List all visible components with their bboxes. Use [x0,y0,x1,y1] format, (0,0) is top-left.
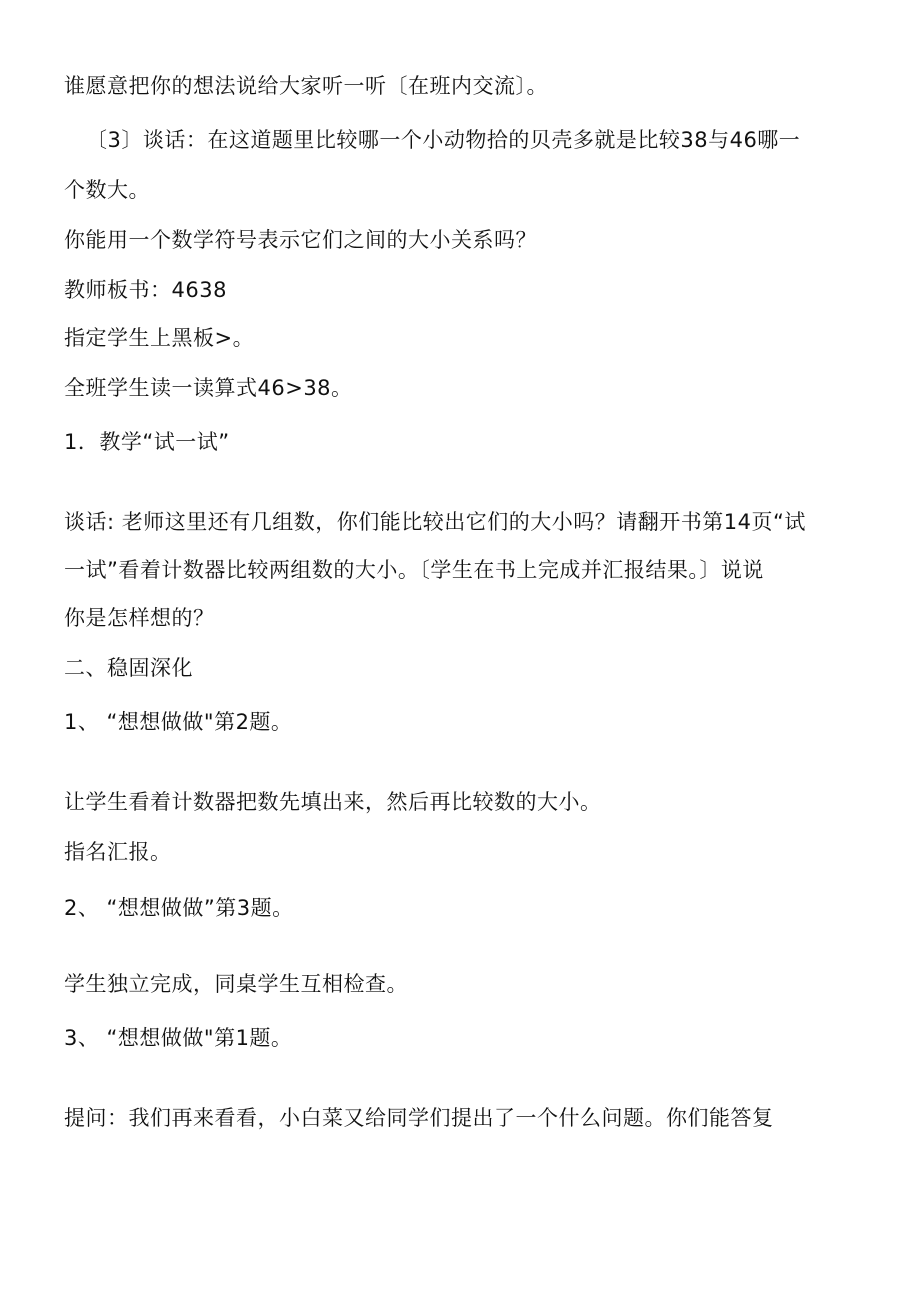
text-line: 1、 “想想做做"第2题。 [64,710,293,734]
text-line: 一试”看着计数器比较两组数的大小。〔学生在书上完成并汇报结果。〕说说 [64,558,764,582]
text-line: 谁愿意把你的想法说给大家听一听〔在班内交流〕。 [64,74,548,98]
text-line: 3、 “想想做做"第1题。 [64,1026,293,1050]
text-line: 〔3〕谈话：在这道题里比较哪一个小动物拾的贝壳多就是比较38与46哪一 [86,128,801,152]
text-line: 你是怎样想的？ [64,606,215,630]
text-line: 谈话: 老师这里还有几组数，你们能比较出它们的大小吗？请翻开书第14页“试 [64,510,806,534]
text-line: 2、 “想想做做”第3题。 [64,896,294,920]
text-line: 让学生看着计数器把数先填出来，然后再比较数的大小。 [64,790,602,814]
text-line: 提问：我们再来看看，小白菜又给同学们提出了一个什么问题。你们能答复 [64,1106,774,1130]
text-line: 学生独立完成，同桌学生互相检查。 [64,972,408,996]
text-line: 全班学生读一读算式46>38。 [64,376,353,400]
text-line: 指名汇报。 [64,840,172,864]
section-heading: 二、稳固深化 [64,656,193,680]
text-line: 你能用一个数学符号表示它们之间的大小关系吗？ [64,228,537,252]
text-line: 1．教学“试一试” [64,430,230,454]
text-line: 教师板书：4638 [64,278,227,302]
text-line: 指定学生上黑板>。 [64,326,255,350]
text-line: 个数大。 [64,178,150,202]
